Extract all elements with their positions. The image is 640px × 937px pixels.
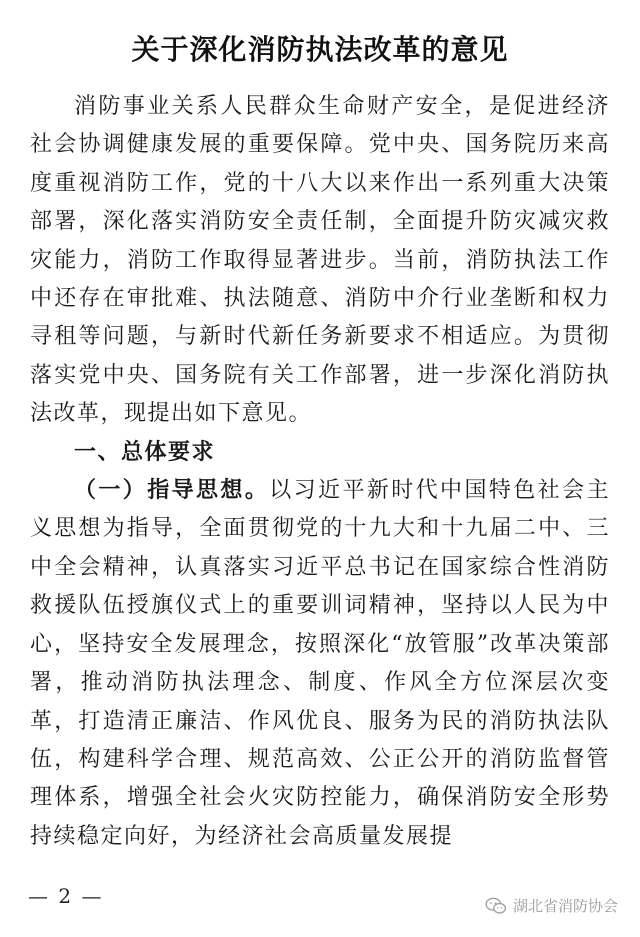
section-heading-general-requirements: 一、总体要求 (74, 439, 216, 465)
intro-paragraph: 消防事业关系人民群众生命财产安全，是促进经济社会协调健康发展的重要保障。党中央、国务院历来高度重视消防工作，党的十八大以来作出一系列重大决策部署，深化落实消防安全责任制，全面提升防灾减灾救灾能力，消防工作取得显著进步。当前，消防执法工作中还存在审批难、执法随意、消防中介行业垄断和权力寻租等问题，与新时代新任务新要求不相适应。为贯彻落实党中央、国务院有关工作部署，进一步深化消防执法改革，现提出如下意见。 (30, 94, 610, 427)
watermark (485, 895, 618, 917)
watermark-text: 湖北省消防协会 (512, 897, 618, 915)
wechat-icon (485, 897, 507, 915)
document-body (30, 88, 610, 856)
page-number: — 2 — (28, 884, 104, 908)
document-title: 关于深化消防执法改革的意见 (131, 33, 509, 66)
guiding-thought-text: 以习近平新时代中国特色社会主义思想为指导，全面贯彻党的十九大和十九届二中、三中全会精神，认真落实习近平总书记在国家综合性消防救援队伍授旗仪式上的重要训词精神，坚持以人民为中心，坚持安全发展理念，按照深化“放管服”改革决策部署，推动消防执法理念、制度、作风全方位深层次变革，打造清正廉洁、作风优良、服务为民的消防执法队伍，构建科学合理、规范高效、公正公开的消防监督管理体系，增强全社会火灾防控能力，确保消防安全形势持续稳定向好，为经济社会高质量发展提 (30, 478, 610, 849)
guiding-thought-paragraph (30, 472, 610, 856)
subsection-label: （一）指导思想。 (74, 478, 270, 504)
